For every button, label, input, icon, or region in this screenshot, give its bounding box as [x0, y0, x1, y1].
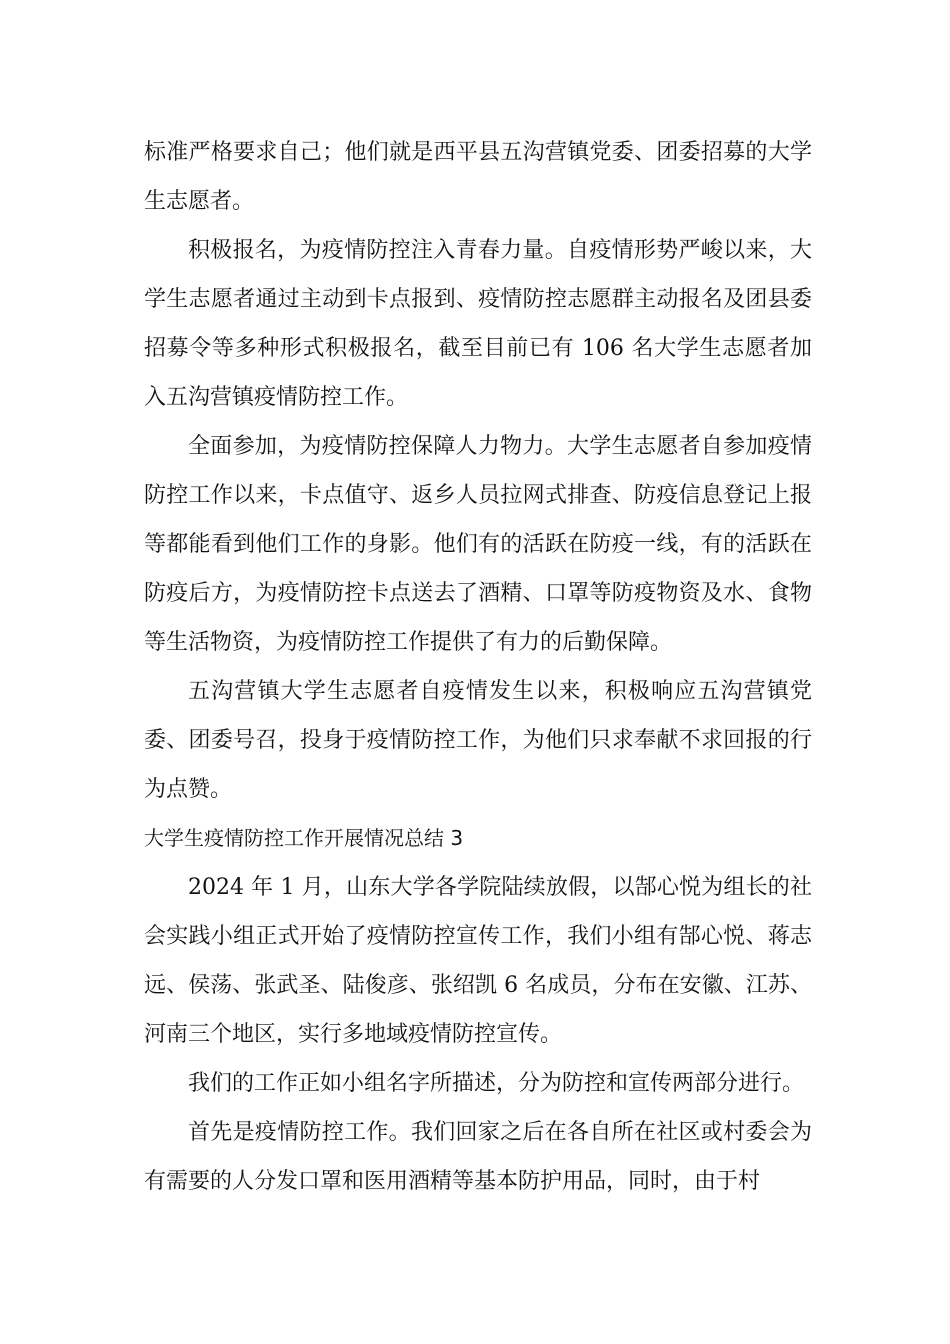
paragraph: 首先是疫情防控工作。我们回家之后在各自所在社区或村委会为有需要的人分发口罩和医用酒精等基本防护用品，同时，由于村	[144, 1120, 812, 1194]
document-body	[144, 128, 812, 1206]
paragraph: 2024 年 1 月，山东大学各学院陆续放假，以郜心悦为组长的社会实践小组正式开始了疫情防控宣传工作，我们小组有郜心悦、蒋志远、侯荡、张武圣、陆俊彦、张绍凯 6 名成员，分布在安徽、江苏、河南三个地区，实行多地域疫情防控宣传。	[144, 875, 812, 1047]
paragraph: 全面参加，为疫情防控保障人力物力。大学生志愿者自参加疫情防控工作以来，卡点值守、返乡人员拉网式排查、防疫信息登记上报等都能看到他们工作的身影。他们有的活跃在防疫一线，有的活跃在防疫后方，为疫情防控卡点送去了酒精、口罩等防疫物资及水、食物等生活物资，为疫情防控工作提供了有力的后勤保障。	[144, 434, 812, 655]
section-heading: 大学生疫情防控工作开展情况总结 3	[144, 826, 464, 850]
paragraph: 积极报名，为疫情防控注入青春力量。自疫情形势严峻以来，大学生志愿者通过主动到卡点报到、疫情防控志愿群主动报名及团县委招募令等多种形式积极报名，截至目前已有 106 名大学生志愿者加入五沟营镇疫情防控工作。	[144, 238, 812, 410]
paragraph: 五沟营镇大学生志愿者自疫情发生以来，积极响应五沟营镇党委、团委号召，投身于疫情防控工作，为他们只求奉献不求回报的行为点赞。	[144, 679, 812, 802]
paragraph: 标准严格要求自己；他们就是西平县五沟营镇党委、团委招募的大学生志愿者。	[144, 140, 812, 214]
paragraph: 我们的工作正如小组名字所描述，分为防控和宣传两部分进行。	[188, 1071, 805, 1096]
